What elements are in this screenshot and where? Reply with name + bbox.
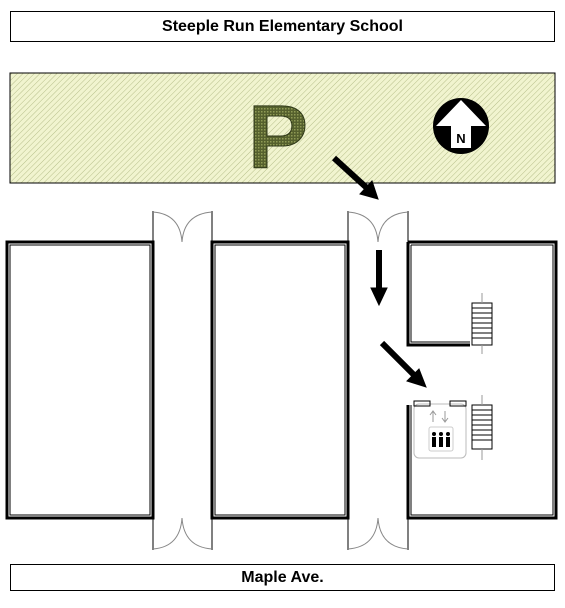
street-name: Maple Ave.: [241, 568, 324, 586]
compass-label: N: [456, 131, 466, 146]
stairs-icon: [472, 293, 492, 354]
arrow-icon: [382, 343, 426, 387]
stairs-icon: [472, 395, 492, 460]
corridors: [153, 211, 408, 550]
parking-sign-icon: P: [247, 88, 309, 188]
building-walls: [7, 242, 556, 518]
street-name-banner: [10, 564, 555, 591]
arrow-icon: [371, 250, 387, 305]
elevator-icon: [414, 401, 466, 458]
north-arrow-icon: [433, 98, 489, 154]
school-name: Steeple Run Elementary School: [162, 17, 403, 35]
door-swings: [153, 212, 408, 549]
